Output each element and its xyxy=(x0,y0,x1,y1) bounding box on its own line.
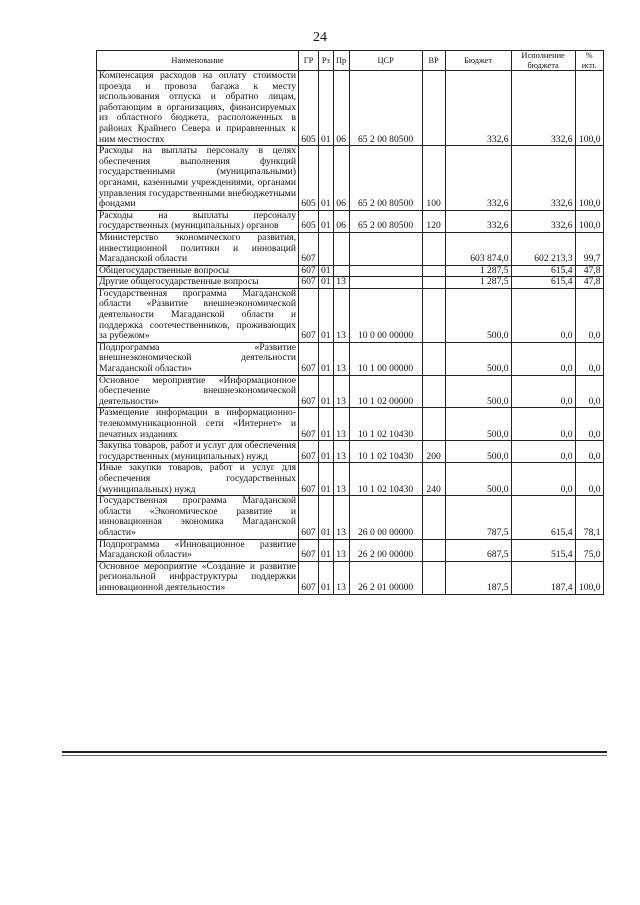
cell-rz: 01 xyxy=(319,342,334,375)
cell-percent: 100,0 xyxy=(575,561,603,594)
cell-name: Компенсация расходов на оплату стоимости проезда и провоза багажа к месту использования отпуска и обратно лицам, работающим в организациях, финансируемых из областного бюджета, расположенных в районах Крайнего Севера и приравненных к ним местностях xyxy=(97,71,299,146)
cell-gr: 607 xyxy=(299,232,319,265)
table-row xyxy=(97,210,604,232)
cell-pr: 13 xyxy=(333,441,349,463)
cell-name: Государственная программа Магаданской области «Развитие внешнеэкономической деятельности Магаданской области и поддержка соотечественников, проживающих за рубежом» xyxy=(97,288,299,342)
cell-gr: 607 xyxy=(299,277,319,289)
table-row xyxy=(97,71,604,146)
cell-percent: 100,0 xyxy=(575,71,603,146)
cell-vr xyxy=(422,496,445,539)
cell-percent: 0,0 xyxy=(575,463,603,496)
cell-csr: 10 1 02 00000 xyxy=(349,375,422,408)
cell-pr: 06 xyxy=(333,71,349,146)
cell-execution: 0,0 xyxy=(511,375,575,408)
cell-percent: 100,0 xyxy=(575,210,603,232)
cell-rz: 01 xyxy=(319,539,334,561)
cell-percent: 47,8 xyxy=(575,265,603,277)
table-row xyxy=(97,146,604,211)
cell-csr: 65 2 00 80500 xyxy=(349,210,422,232)
table-row xyxy=(97,496,604,539)
cell-name: Государственная программа Магаданской области «Экономическое развитие и инновационная экономика Магаданской области» xyxy=(97,496,299,539)
cell-pr: 13 xyxy=(333,342,349,375)
cell-execution: 0,0 xyxy=(511,288,575,342)
header-csr: ЦСР xyxy=(349,51,422,71)
cell-gr: 607 xyxy=(299,288,319,342)
cell-vr: 120 xyxy=(422,210,445,232)
cell-gr: 607 xyxy=(299,496,319,539)
cell-execution: 0,0 xyxy=(511,408,575,441)
cell-name: Общегосударственные вопросы xyxy=(97,265,299,277)
cell-rz: 01 xyxy=(319,210,334,232)
cell-budget: 500,0 xyxy=(445,375,511,408)
cell-execution: 332,6 xyxy=(511,71,575,146)
cell-rz: 01 xyxy=(319,288,334,342)
cell-gr: 605 xyxy=(299,71,319,146)
cell-csr: 26 2 01 00000 xyxy=(349,561,422,594)
cell-vr xyxy=(422,277,445,289)
table-body xyxy=(97,71,604,595)
cell-csr: 10 1 02 10430 xyxy=(349,463,422,496)
cell-execution: 615,4 xyxy=(511,496,575,539)
cell-gr: 607 xyxy=(299,441,319,463)
cell-pr: 13 xyxy=(333,496,349,539)
footer-divider-thin xyxy=(62,755,607,756)
cell-rz: 01 xyxy=(319,146,334,211)
cell-budget: 1 287,5 xyxy=(445,277,511,289)
cell-rz: 01 xyxy=(319,441,334,463)
cell-name: Подпрограмма «Развитие внешнеэкономической деятельности Магаданской области» xyxy=(97,342,299,375)
cell-vr xyxy=(422,408,445,441)
cell-rz: 01 xyxy=(319,71,334,146)
cell-percent: 47,8 xyxy=(575,277,603,289)
footer-divider xyxy=(62,751,607,753)
cell-budget: 332,6 xyxy=(445,146,511,211)
cell-percent: 75,0 xyxy=(575,539,603,561)
table-row xyxy=(97,288,604,342)
header-percent: % исп. xyxy=(575,51,603,71)
cell-budget: 687,5 xyxy=(445,539,511,561)
header-name: Наименование xyxy=(97,51,299,71)
cell-percent: 0,0 xyxy=(575,288,603,342)
cell-gr: 607 xyxy=(299,375,319,408)
cell-budget: 500,0 xyxy=(445,342,511,375)
cell-pr: 13 xyxy=(333,277,349,289)
cell-vr xyxy=(422,539,445,561)
cell-percent: 0,0 xyxy=(575,375,603,408)
cell-gr: 607 xyxy=(299,408,319,441)
cell-csr: 10 1 02 10430 xyxy=(349,408,422,441)
cell-percent: 0,0 xyxy=(575,441,603,463)
cell-pr: 13 xyxy=(333,375,349,408)
cell-csr xyxy=(349,265,422,277)
cell-gr: 605 xyxy=(299,210,319,232)
cell-percent: 99,7 xyxy=(575,232,603,265)
cell-budget: 500,0 xyxy=(445,441,511,463)
cell-rz: 01 xyxy=(319,561,334,594)
table-row xyxy=(97,232,604,265)
cell-csr xyxy=(349,277,422,289)
cell-name: Закупка товаров, работ и услуг для обеспечения государственных (муниципальных) нужд xyxy=(97,441,299,463)
table-row xyxy=(97,277,604,289)
cell-name: Основное мероприятие «Информационное обеспечение внешнеэкономической деятельности» xyxy=(97,375,299,408)
cell-rz: 01 xyxy=(319,408,334,441)
cell-budget: 1 287,5 xyxy=(445,265,511,277)
header-budget: Бюджет xyxy=(445,51,511,71)
cell-csr: 10 1 00 00000 xyxy=(349,342,422,375)
cell-budget: 332,6 xyxy=(445,210,511,232)
cell-name: Подпрограмма «Инновационное развитие Магаданской области» xyxy=(97,539,299,561)
cell-vr: 100 xyxy=(422,146,445,211)
table-row xyxy=(97,463,604,496)
cell-rz: 01 xyxy=(319,265,334,277)
cell-rz: 01 xyxy=(319,496,334,539)
cell-rz: 01 xyxy=(319,463,334,496)
cell-rz xyxy=(319,232,334,265)
cell-gr: 607 xyxy=(299,539,319,561)
cell-rz: 01 xyxy=(319,375,334,408)
cell-pr: 13 xyxy=(333,463,349,496)
cell-execution: 602 213,3 xyxy=(511,232,575,265)
cell-vr xyxy=(422,342,445,375)
cell-vr xyxy=(422,375,445,408)
cell-gr: 607 xyxy=(299,561,319,594)
header-pr: Пр xyxy=(333,51,349,71)
cell-percent: 100,0 xyxy=(575,146,603,211)
cell-csr: 10 1 02 10430 xyxy=(349,441,422,463)
cell-budget: 603 874,0 xyxy=(445,232,511,265)
cell-pr: 06 xyxy=(333,146,349,211)
cell-vr: 240 xyxy=(422,463,445,496)
cell-pr: 06 xyxy=(333,210,349,232)
cell-name: Расходы на выплаты персоналу в целях обеспечения выполнения функций государственными (муниципальными) органами, казенными учреждениями, органами управления государственными внебюджетными фондами xyxy=(97,146,299,211)
cell-execution: 0,0 xyxy=(511,342,575,375)
header-rz: Рз xyxy=(319,51,334,71)
cell-name: Министерство экономического развития, инвестиционной политики и инноваций Магаданской области xyxy=(97,232,299,265)
table-header-row xyxy=(97,51,604,71)
cell-name: Размещение информации в информационно-телекоммуникационной сети «Интернет» и печатных изданиях xyxy=(97,408,299,441)
table-row xyxy=(97,441,604,463)
cell-pr: 13 xyxy=(333,408,349,441)
cell-pr xyxy=(333,232,349,265)
table-row xyxy=(97,375,604,408)
cell-pr: 13 xyxy=(333,539,349,561)
table-row xyxy=(97,342,604,375)
cell-csr: 10 0 00 00000 xyxy=(349,288,422,342)
cell-vr xyxy=(422,265,445,277)
cell-budget: 500,0 xyxy=(445,408,511,441)
cell-name: Основное мероприятие «Создание и развитие региональной инфраструктуры поддержки инновационной деятельности» xyxy=(97,561,299,594)
cell-vr xyxy=(422,561,445,594)
table-row xyxy=(97,265,604,277)
cell-execution: 332,6 xyxy=(511,210,575,232)
cell-execution: 187,4 xyxy=(511,561,575,594)
cell-vr xyxy=(422,232,445,265)
cell-execution: 332,6 xyxy=(511,146,575,211)
cell-vr xyxy=(422,288,445,342)
cell-csr xyxy=(349,232,422,265)
cell-pr: 13 xyxy=(333,561,349,594)
table-row xyxy=(97,561,604,594)
cell-budget: 500,0 xyxy=(445,288,511,342)
cell-percent: 0,0 xyxy=(575,342,603,375)
cell-execution: 0,0 xyxy=(511,441,575,463)
cell-vr xyxy=(422,71,445,146)
cell-gr: 607 xyxy=(299,265,319,277)
cell-csr: 26 2 00 00000 xyxy=(349,539,422,561)
cell-rz: 01 xyxy=(319,277,334,289)
cell-csr: 26 0 00 00000 xyxy=(349,496,422,539)
cell-budget: 787,5 xyxy=(445,496,511,539)
page-number: 24 xyxy=(313,30,327,45)
table-row xyxy=(97,408,604,441)
header-gr: ГР xyxy=(299,51,319,71)
cell-execution: 0,0 xyxy=(511,463,575,496)
budget-table xyxy=(96,50,604,595)
cell-gr: 607 xyxy=(299,342,319,375)
cell-budget: 332,6 xyxy=(445,71,511,146)
cell-pr: 13 xyxy=(333,288,349,342)
cell-csr: 65 2 00 80500 xyxy=(349,71,422,146)
cell-pr xyxy=(333,265,349,277)
cell-execution: 615,4 xyxy=(511,265,575,277)
table-row xyxy=(97,539,604,561)
cell-percent: 78,1 xyxy=(575,496,603,539)
cell-name: Иные закупки товаров, работ и услуг для обеспечения государственных (муниципальных) нужд xyxy=(97,463,299,496)
cell-gr: 607 xyxy=(299,463,319,496)
cell-budget: 500,0 xyxy=(445,463,511,496)
cell-name: Расходы на выплаты персоналу государственных (муниципальных) органов xyxy=(97,210,299,232)
cell-vr: 200 xyxy=(422,441,445,463)
cell-execution: 615,4 xyxy=(511,277,575,289)
header-vr: ВР xyxy=(422,51,445,71)
cell-csr: 65 2 00 80500 xyxy=(349,146,422,211)
cell-execution: 515,4 xyxy=(511,539,575,561)
cell-name: Другие общегосударственные вопросы xyxy=(97,277,299,289)
cell-gr: 605 xyxy=(299,146,319,211)
cell-budget: 187,5 xyxy=(445,561,511,594)
header-execution: Исполнение бюджета xyxy=(511,51,575,71)
cell-percent: 0,0 xyxy=(575,408,603,441)
